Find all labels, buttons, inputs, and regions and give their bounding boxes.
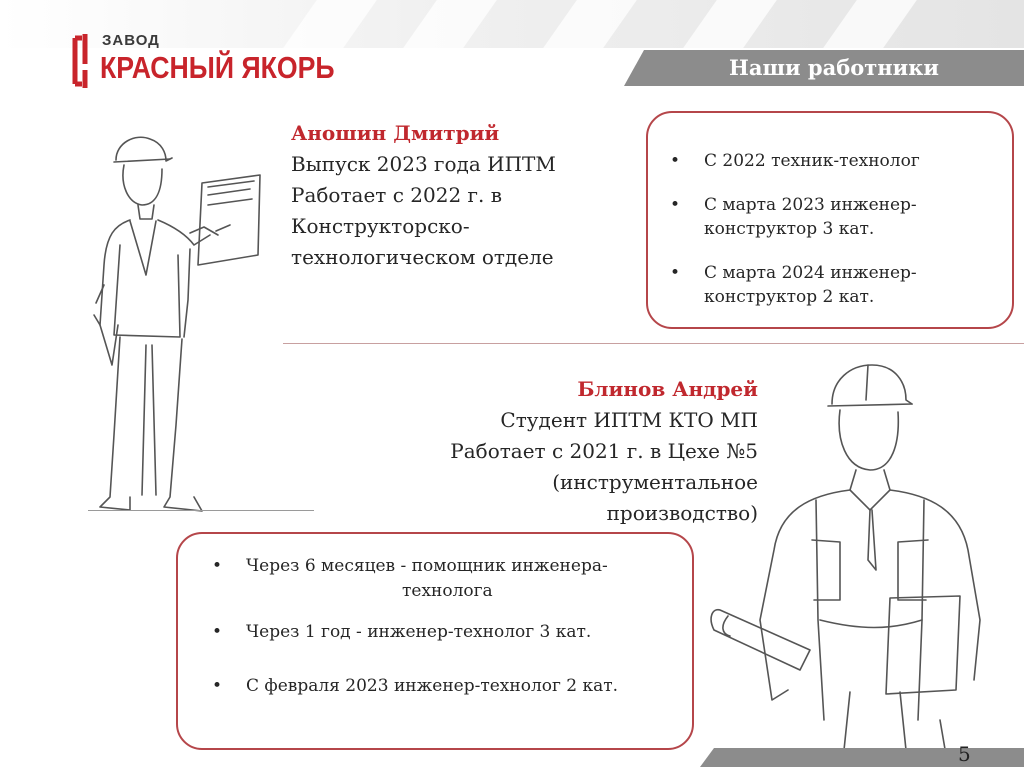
career-text: технолога — [402, 581, 493, 601]
worker2-line: Студент ИПТМ КТО МП — [500, 408, 758, 432]
bullet: • — [670, 195, 681, 215]
anchor-logo-icon — [70, 34, 92, 88]
worker2-line: (инструментальное — [552, 470, 758, 494]
worker2-line: производство) — [606, 501, 758, 525]
bullet: • — [670, 151, 681, 171]
career-text: Через 6 месяцев - помощник инженера- — [246, 556, 608, 576]
section-divider — [283, 343, 1024, 344]
bullet: • — [212, 622, 223, 642]
page-number: 5 — [958, 742, 971, 766]
career-text: С февраля 2023 инженер-технолог 2 кат. — [246, 676, 619, 696]
floor-line — [88, 510, 314, 511]
worker1-career-box — [646, 111, 1014, 329]
company-logo — [70, 30, 335, 92]
logo-small-text: ЗАВОД — [102, 32, 160, 49]
career-text: С 2022 техник-технолог — [704, 151, 920, 171]
worker1-line: Работает с 2022 г. в — [291, 183, 502, 207]
worker2-line: Работает с 2021 г. в Цехе №5 — [450, 439, 758, 463]
worker-with-hardhat-illustration — [700, 360, 1010, 760]
worker1-info — [291, 118, 556, 273]
worker2-career-box — [176, 532, 694, 750]
worker-with-blueprint-illustration — [90, 125, 320, 520]
bullet: • — [212, 676, 223, 696]
footer-bar — [700, 748, 1024, 767]
career-text: Через 1 год - инженер-технолог 3 кат. — [246, 622, 592, 642]
worker1-name: Аношин Дмитрий — [291, 121, 500, 145]
bullet: • — [670, 263, 681, 283]
bullet: • — [212, 556, 223, 576]
career-text: конструктор 3 кат. — [704, 219, 875, 239]
career-text: С марта 2023 инженер- — [704, 195, 917, 215]
worker2-name: Блинов Андрей — [577, 377, 758, 401]
worker1-line: Выпуск 2023 года ИПТМ — [291, 152, 556, 176]
worker1-line: Конструкторско- — [291, 214, 470, 238]
logo-big-text: КРАСНЫЙ ЯКОРЬ — [100, 50, 335, 85]
worker1-line: технологическом отделе — [291, 245, 554, 269]
career-text: конструктор 2 кат. — [704, 287, 875, 307]
career-text: С марта 2024 инженер- — [704, 263, 917, 283]
page-title: Наши работники — [729, 55, 939, 80]
